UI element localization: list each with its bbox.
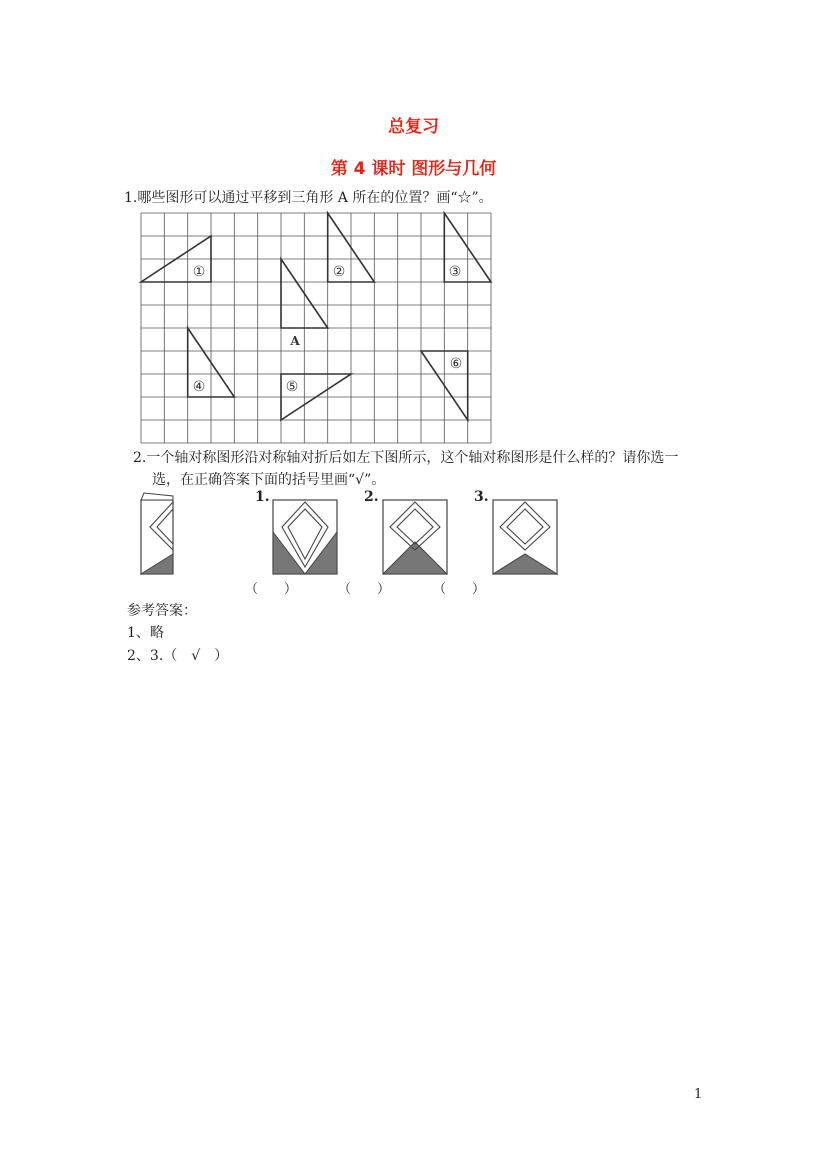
option-2-figure[interactable] [382, 492, 448, 576]
answer-2: 2、3.（ √ ） [127, 648, 229, 664]
option-1-label: 1. [255, 489, 270, 505]
option-3-bracket[interactable]: （ ） [433, 582, 486, 597]
label-2: ② [332, 264, 346, 280]
folded-figure [140, 492, 176, 576]
translation-grid [141, 213, 491, 445]
label-4: ④ [192, 379, 206, 395]
option-3-figure[interactable] [492, 492, 558, 576]
option-2-bracket[interactable]: （ ） [338, 582, 391, 597]
label-a: A [290, 334, 300, 348]
label-3: ③ [448, 264, 462, 280]
option-3-label: 3. [474, 489, 489, 505]
label-5: ⑤ [285, 379, 299, 395]
question-1-text: 1.哪些图形可以通过平移到三角形 A 所在的位置？画“☆”。 [124, 190, 493, 206]
option-2-label: 2. [364, 489, 379, 505]
option-1-figure[interactable] [272, 492, 338, 576]
question-2-line-2: 选，在正确答案下面的括号里画“√”。 [152, 472, 386, 488]
page-title: 总复习 [388, 117, 439, 137]
label-6: ⑥ [449, 356, 463, 372]
question-2-line-1: 2.一个轴对称图形沿对称轴对折后如左下图所示，这个轴对称图形是什么样的？请你选一 [133, 450, 679, 466]
label-1: ① [192, 264, 206, 280]
page-number: 1 [694, 1087, 703, 1102]
answers-heading: 参考答案： [127, 603, 197, 619]
answer-1: 1、略 [127, 625, 164, 641]
lesson-subtitle: 第 4 课时 图形与几何 [330, 159, 497, 179]
option-1-bracket[interactable]: （ ） [245, 582, 298, 597]
